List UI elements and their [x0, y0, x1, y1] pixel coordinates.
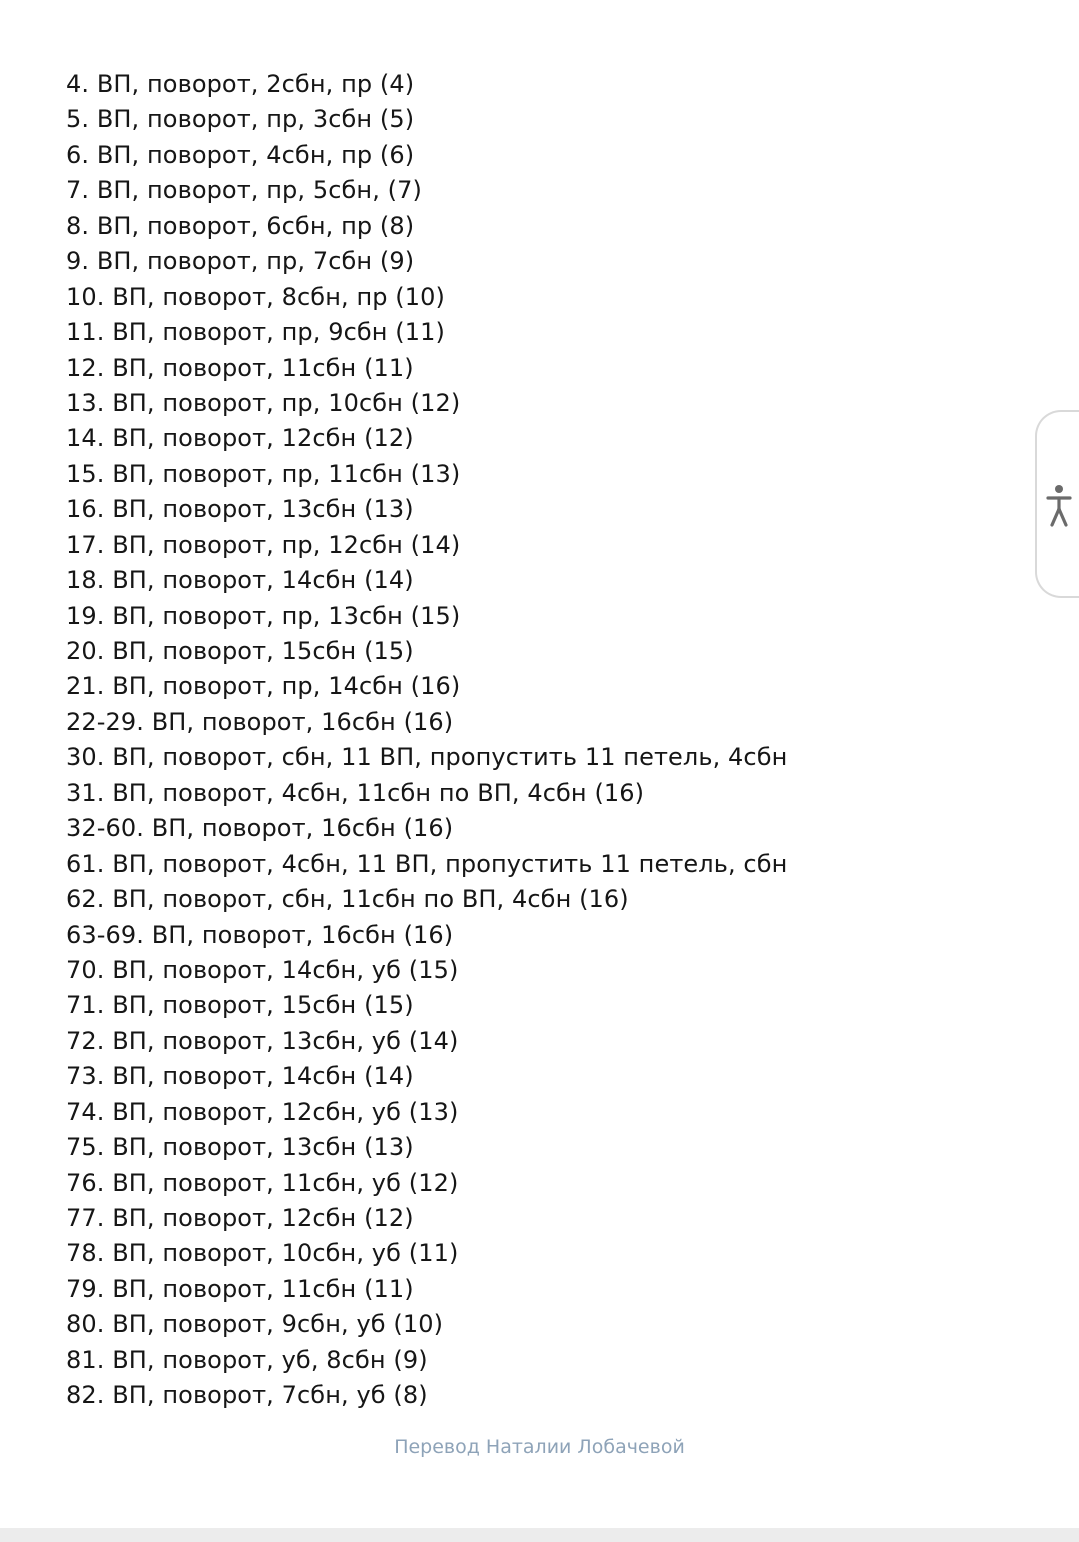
pattern-row: 20. ВП, поворот, 15сбн (15) — [66, 637, 414, 665]
pattern-row: 70. ВП, поворот, 14сбн, уб (15) — [66, 955, 459, 984]
pattern-row: 9. ВП, поворот, пр, 7сбн (9) — [66, 247, 415, 276]
pattern-row: 14. ВП, поворот, 12сбн (12) — [66, 424, 414, 453]
pattern-row: 19. ВП, поворот, пр, 13сбн (15) — [66, 601, 461, 630]
pattern-row: 61. ВП, поворот, 4сбн, 11 ВП, пропустить 11 петель, сбн — [66, 849, 788, 878]
pattern-row: 72. ВП, поворот, 13сбн, уб (14) — [66, 1026, 459, 1055]
bottom-scroll-bar — [0, 1528, 1079, 1542]
pattern-row: 8. ВП, поворот, 6сбн, пр (8) — [66, 211, 415, 240]
pattern-row: 6. ВП, поворот, 4сбн, пр (6) — [66, 140, 415, 169]
pattern-row: 17. ВП, поворот, пр, 12сбн (14) — [66, 530, 461, 559]
pattern-row: 32-60. ВП, поворот, 16сбн (16) — [66, 814, 454, 843]
pattern-row: 16. ВП, поворот, 13сбн (13) — [66, 495, 414, 524]
pattern-row: 77. ВП, поворот, 12сбн (12) — [66, 1204, 414, 1232]
pattern-row: 71. ВП, поворот, 15сбн (15) — [66, 991, 414, 1020]
pattern-row: 76. ВП, поворот, 11сбн, уб (12) — [66, 1168, 459, 1197]
pattern-row: 5. ВП, поворот, пр, 3сбн (5) — [66, 105, 415, 134]
pattern-rows-list — [66, 67, 787, 1414]
pattern-row: 15. ВП, поворот, пр, 11сбн (13) — [66, 459, 461, 488]
accessibility-person-icon — [1046, 484, 1072, 528]
pattern-row: 74. ВП, поворот, 12сбн, уб (13) — [66, 1097, 459, 1126]
pattern-row: 11. ВП, поворот, пр, 9сбн (11) — [66, 318, 445, 347]
pattern-row: 73. ВП, поворот, 14сбн (14) — [66, 1062, 414, 1091]
pattern-row: 79. ВП, поворот, 11сбн (11) — [66, 1274, 414, 1303]
pattern-row: 82. ВП, поворот, 7сбн, уб (8) — [66, 1381, 428, 1410]
pattern-row: 18. ВП, поворот, 14сбн (14) — [66, 566, 414, 595]
pattern-row: 30. ВП, поворот, сбн, 11 ВП, пропустить 11 петель, 4сбн — [66, 743, 788, 772]
pattern-row: 62. ВП, поворот, сбн, 11сбн по ВП, 4сбн (16) — [66, 885, 629, 914]
pattern-row: 78. ВП, поворот, 10сбн, уб (11) — [66, 1239, 459, 1268]
pattern-row: 81. ВП, поворот, уб, 8сбн (9) — [66, 1345, 428, 1374]
pattern-row: 10. ВП, поворот, 8сбн, пр (10) — [66, 282, 445, 311]
pattern-row: 4. ВП, поворот, 2сбн, пр (4) — [66, 70, 415, 98]
pattern-row: 63-69. ВП, поворот, 16сбн (16) — [66, 920, 454, 949]
pattern-row: 13. ВП, поворот, пр, 10сбн (12) — [66, 388, 461, 417]
pattern-row: 75. ВП, поворот, 13сбн (13) — [66, 1133, 414, 1162]
pattern-row: 80. ВП, поворот, 9сбн, уб (10) — [66, 1310, 444, 1339]
translator-credit: Перевод Наталии Лобачевой — [394, 1436, 685, 1458]
pattern-row: 7. ВП, поворот, пр, 5сбн, (7) — [66, 176, 422, 205]
accessibility-button[interactable] — [1035, 410, 1079, 598]
pattern-row: 21. ВП, поворот, пр, 14сбн (16) — [66, 672, 461, 701]
pattern-row: 12. ВП, поворот, 11сбн (11) — [66, 353, 414, 382]
pattern-row: 31. ВП, поворот, 4сбн, 11сбн по ВП, 4сбн (16) — [66, 778, 645, 807]
pattern-row: 22-29. ВП, поворот, 16сбн (16) — [66, 707, 454, 736]
